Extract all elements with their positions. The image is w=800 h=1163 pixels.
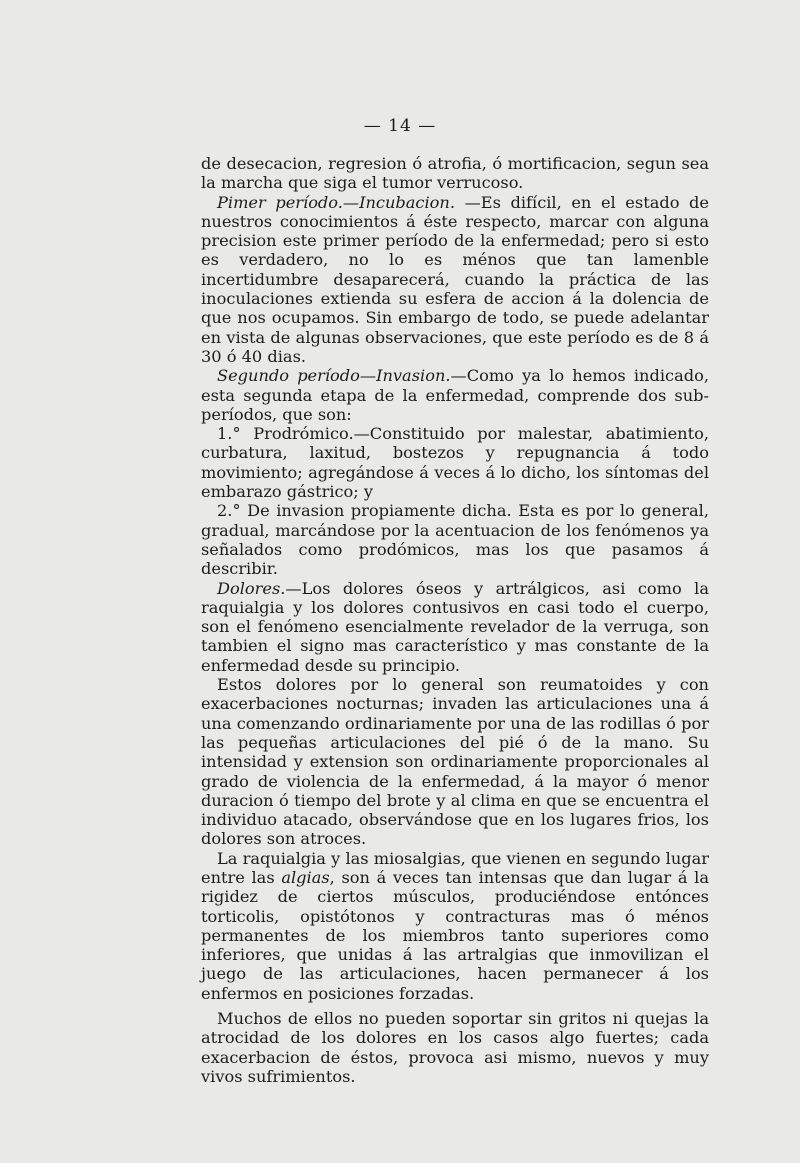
body-text — [201, 154, 709, 1086]
paragraph-raquialgia — [201, 849, 709, 1003]
text-raquialgia-a: La raquialgia y las miosalgias, que vienen en segundo lugar entre las — [201, 848, 709, 887]
heading-primer-periodo: Pimer período.—Incubacion. — [217, 192, 455, 212]
paragraph-prodromico: 1.° Prodrómico.—Constituido por malestar, abatimiento, curbatura, laxitud, bostezos y repugnancia á todo movimiento; agregándose á veces á lo dicho, los síntomas del embarazo gástrico; y — [201, 424, 709, 502]
term-algias: algias — [281, 867, 330, 887]
text-raquialgia-b: , son á veces tan intensas que dan lugar á la rigidez de ciertos músculos, produciéndose entónces torticolis, opistótonos y contracturas mas ó ménos permanentes de los miembros tanto superiores como inferiores, que unidas á las artralgias que inmovilizan el juego de las articulaciones, hacen permanecer á los enfermos en posiciones forzadas. — [201, 867, 709, 1003]
page-number: — 14 — — [363, 116, 437, 136]
paragraph-reumatoides: Estos dolores por lo general son reumatoides y con exacerbaciones nocturnas; invaden las articulaciones una á una comenzando ordinariamente por una de las rodillas ó por las pequeñas articulaciones del pié ó de la mano. Su intensidad y extension son ordinariamente proporcionales al grado de violencia de la enfermedad, á la mayor ó menor duracion ó tiempo del brote y al clima en que se encuentra el individuo atacado, observándose que en los lugares frios, los dolores son atroces. — [201, 675, 709, 849]
paragraph-invasion: 2.° De invasion propiamente dicha. Esta es por lo general, gradual, marcándose por la acentuacion de los fenómenos ya señalados como prodómicos, mas los que pasamos á describir. — [201, 501, 709, 579]
heading-dolores: Dolores. — [217, 578, 286, 598]
paragraph-sufrimientos: Muchos de ellos no pueden soportar sin gritos ni quejas la atrocidad de los dolores en los casos algo fuertes; cada exacerbacion de éstos, provoca asi mismo, nuevos y muy vivos sufrimientos. — [201, 1009, 709, 1086]
paragraph-desecacion: de desecacion, regresion ó atrofia, ó mortificacion, segun sea la marcha que siga el tumor verrucoso. — [201, 154, 709, 193]
paragraph-segundo-periodo — [201, 366, 709, 424]
paragraph-dolores — [201, 579, 709, 675]
text-segundo-periodo: —Como ya lo hemos indicado, esta segunda etapa de la enfermedad, comprende dos sub-períodos, que son: — [201, 366, 709, 424]
text-primer-periodo: —Es difícil, en el estado de nuestros conocimientos á éste respecto, marcar con alguna precision este primer período de la enfermedad; pero si esto es verdadero, no lo es ménos que tan lamenble incertidumbre desaparecerá, cuando la práctica de las inoculaciones extienda su esfera de accion á la dolencia de que nos ocupamos. Sin embargo de todo, se puede adelantar en vista de algunas observaciones, que este período es de 8 á 30 ó 40 dias. — [201, 192, 709, 366]
heading-segundo-periodo: Segundo período—Invasion. — [217, 366, 451, 386]
text-dolores: —Los dolores óseos y artrálgicos, asi como la raquialgia y los dolores contusivos en casi todo el cuerpo, son el fenómeno esencialmente revelador de la verruga, son tambien el signo mas característico y mas constante de la enfermedad desde su principio. — [201, 578, 709, 675]
paragraph-primer-periodo — [201, 193, 709, 367]
